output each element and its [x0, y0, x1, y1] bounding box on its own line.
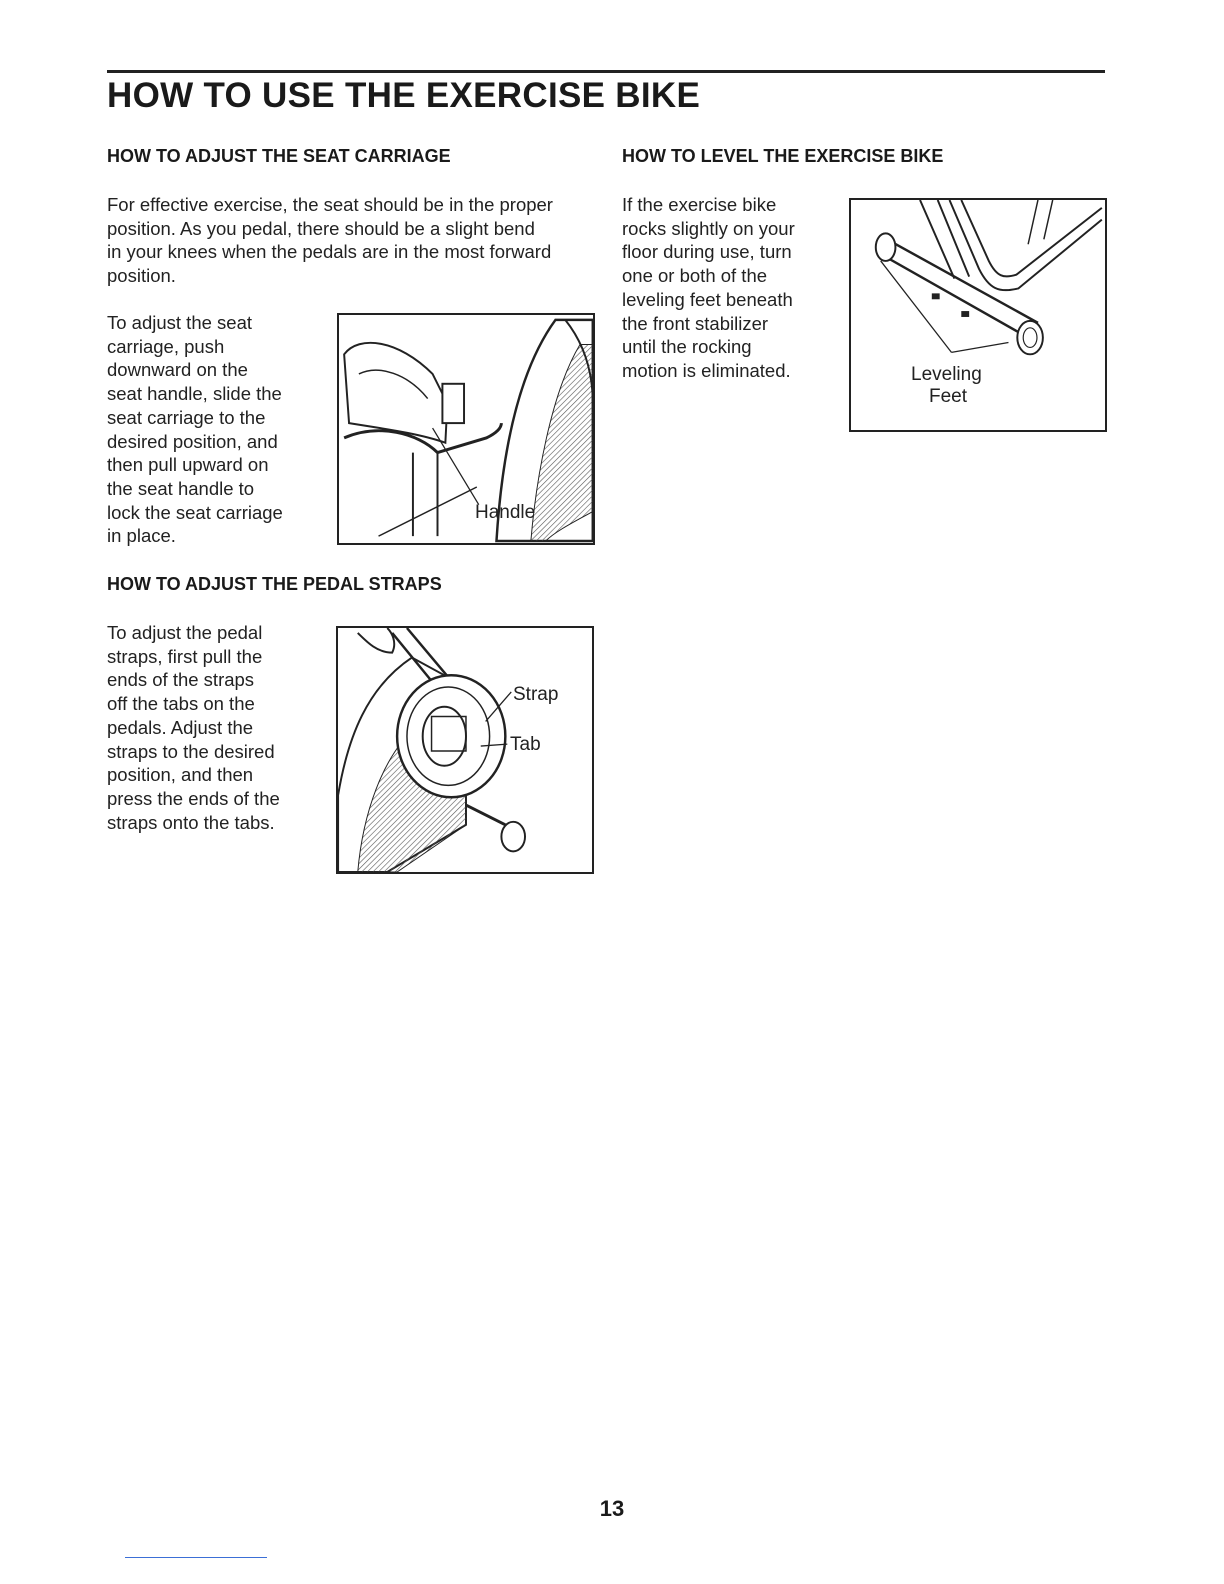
text-line: ends of the straps	[107, 669, 255, 691]
text-line: position. As you pedal, there should be a slight bend	[107, 217, 535, 239]
text-line: straps onto the tabs.	[107, 811, 275, 833]
tab-label: Tab	[510, 734, 541, 755]
text-line: desired position, and	[107, 430, 278, 452]
text-line: downward on the	[107, 359, 248, 381]
text-line: To adjust the pedal	[107, 622, 263, 643]
seat-bike-illustration	[339, 315, 593, 543]
seat-steps-paragraph	[107, 311, 327, 548]
pedal-illustration	[338, 628, 592, 872]
feet-label: Feet	[929, 386, 968, 407]
text-line: To adjust the seat	[107, 312, 253, 333]
handle-label: Handle	[475, 502, 536, 523]
stabilizer-illustration	[851, 200, 1105, 430]
level-bike-heading: HOW TO LEVEL THE EXERCISE BIKE	[622, 146, 944, 166]
text-line: floor during use, turn	[622, 241, 792, 263]
text-line: the seat handle to	[107, 477, 255, 499]
text-line: position.	[107, 265, 176, 287]
text-line: position, and then	[107, 764, 254, 786]
page-number: 13	[599, 1496, 625, 1521]
text-line: lock the seat carriage	[107, 501, 283, 523]
title-rule	[107, 70, 1105, 73]
footer-line	[125, 1557, 267, 1558]
text-line: press the ends of the	[107, 787, 280, 809]
text-line: then pull upward on	[107, 454, 269, 476]
text-line: carriage, push	[107, 335, 225, 357]
text-line: one or both of the	[622, 265, 768, 287]
text-line: in your knees when the pedals are in the most forward	[107, 241, 552, 263]
seat-intro-paragraph	[107, 193, 597, 288]
text-line: until the rocking	[622, 336, 752, 358]
text-line: If the exercise bike	[622, 194, 777, 215]
text-line: the front stabilizer	[622, 312, 769, 334]
leveling-feet-figure	[849, 198, 1107, 432]
strap-label: Strap	[513, 684, 559, 705]
text-line: straps, first pull the	[107, 645, 263, 667]
text-line: pedals. Adjust the	[107, 716, 254, 738]
level-paragraph	[622, 193, 832, 383]
text-line: seat handle, slide the	[107, 383, 282, 405]
pedal-straps-heading: HOW TO ADJUST THE PEDAL STRAPS	[107, 574, 442, 594]
text-line: in place.	[107, 525, 176, 547]
leveling-label: Leveling	[911, 364, 982, 385]
text-line: off the tabs on the	[107, 693, 255, 715]
seat-carriage-heading: HOW TO ADJUST THE SEAT CARRIAGE	[107, 146, 451, 166]
seat-handle-figure	[337, 313, 595, 545]
text-line: seat carriage to the	[107, 406, 266, 428]
text-line: motion is eliminated.	[622, 359, 791, 381]
text-line: leveling feet beneath	[622, 288, 793, 310]
page-title: HOW TO USE THE EXERCISE BIKE	[107, 76, 701, 115]
pedal-strap-figure	[336, 626, 594, 874]
text-line: For effective exercise, the seat should be in the proper	[107, 194, 553, 215]
pedal-straps-paragraph	[107, 621, 327, 834]
text-line: rocks slightly on your	[622, 217, 795, 239]
text-line: straps to the desired	[107, 740, 275, 762]
